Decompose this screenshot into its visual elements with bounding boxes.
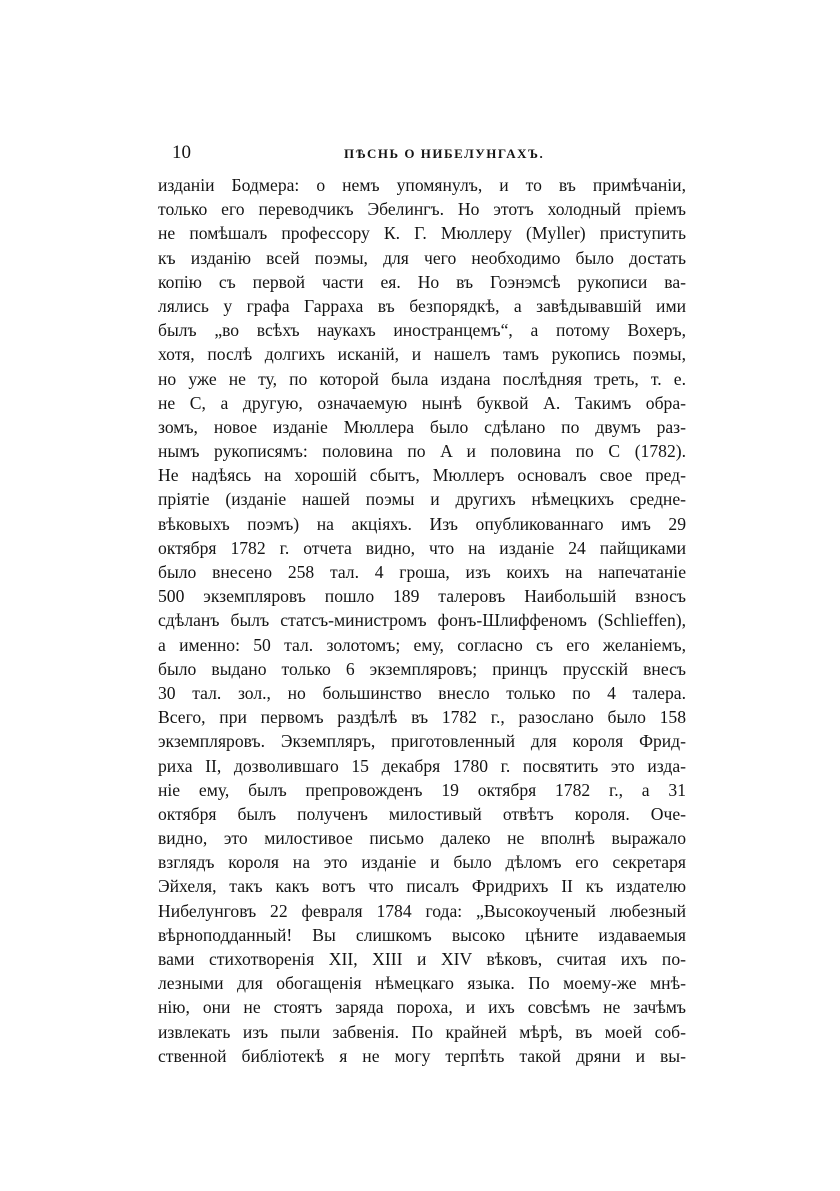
text-line: экземпляровъ. Экземпляръ, приготовленный для короля Фрид-: [158, 731, 686, 752]
text-line: пріятіе (изданіе нашей поэмы и другихъ нѣмецкихъ средне-: [158, 489, 686, 510]
text-line: зомъ, новое изданіе Мюллера было сдѣлано по двумъ раз-: [158, 416, 686, 437]
text-line: хотя, послѣ долгихъ исканій, и нашелъ тамъ рукопись поэмы,: [158, 344, 686, 365]
text-line: Не надѣясь на хорошій сбытъ, Мюллеръ основалъ свое пред-: [158, 465, 686, 486]
text-line: Всего, при первомъ раздѣлѣ въ 1782 г., разослано было 158: [158, 707, 686, 728]
text-line: риха II, дозволившаго 15 декабря 1780 г. посвятить это изда-: [158, 755, 686, 776]
text-line: лялись у графа Гарраха въ безпорядкѣ, а завѣдывавшій ими: [158, 295, 686, 316]
running-title: ПѢСНЬ О НИБЕЛУНГАХЪ.: [344, 146, 545, 161]
text-line: только его переводчикъ Эбелингъ. Но этотъ холодный пріемъ: [158, 199, 686, 220]
text-line: а именно: 50 тал. золотомъ; ему, согласно съ его желаніемъ,: [158, 634, 686, 655]
text-line: нію, они не стоятъ заряда пороха, и ихъ совсѣмъ не зачѣмъ: [158, 997, 686, 1018]
text-line: было выдано только 6 экземпляровъ; принцъ прусскій внесъ: [158, 658, 686, 679]
text-line: Нибелунговъ 22 февраля 1784 года: „Высокоученый любезный: [158, 900, 686, 921]
text-line: сдѣланъ былъ статсъ-министромъ фонъ-Шлиффеномъ (Schlieffen),: [158, 610, 686, 631]
text-line: 500 экземпляровъ пошло 189 талеровъ Наибольшій взносъ: [158, 586, 686, 607]
text-line: ніе ему, былъ препровожденъ 19 октября 1782 г., а 31: [158, 779, 686, 800]
text-line: къ изданію всей поэмы, для чего необходимо было достать: [158, 247, 686, 268]
text-line: 30 тал. зол., но большинство внесло только по 4 талера.: [158, 682, 686, 703]
text-line: было внесено 258 тал. 4 гроша, изъ коихъ на напечатаніе: [158, 562, 686, 582]
text-line: Эйхеля, такъ какъ вотъ что писалъ Фридрихъ II къ издателю: [158, 876, 686, 897]
text-line: лезными для обогащенія нѣмецкаго языка. По моему-же мнѣ-: [158, 973, 686, 994]
text-line: взглядъ короля на это изданіе и было дѣломъ его секретаря: [158, 852, 686, 873]
page-number: 10: [172, 142, 191, 163]
text-line: вами стихотворенія XII, XIII и XIV вѣковъ, считая ихъ по-: [158, 949, 686, 969]
text-line: былъ „во всѣхъ наукахъ иностранцемъ“, а потому Вохеръ,: [158, 320, 686, 341]
text-line: ственной библіотекѣ я не могу терпѣть такой дряни и вы-: [158, 1045, 686, 1066]
text-line: извлекать изъ пыли забвенія. По крайней мѣрѣ, въ моей соб-: [158, 1021, 686, 1042]
text-line: видно, это милостивое письмо далеко не вполнѣ выражало: [158, 828, 686, 849]
body-text: [158, 173, 686, 1068]
text-line: нымъ рукописямъ: половина по A и половина по C (1782).: [158, 441, 686, 462]
text-line: вѣрноподданный! Вы слишкомъ высоко цѣните издаваемыя: [158, 924, 686, 945]
text-line: изданіи Бодмера: о немъ упомянулъ, и то въ примѣчаніи,: [158, 175, 686, 195]
text-line: октября 1782 г. отчета видно, что на изданіе 24 пайщиками: [158, 537, 686, 558]
page-header: [172, 140, 682, 168]
text-line: не помѣшалъ профессору К. Г. Мюллеру (Myller) приступить: [158, 223, 686, 244]
text-line: октября былъ полученъ милостивый отвѣтъ короля. Оче-: [158, 803, 686, 824]
text-line: копію съ первой части ея. Но въ Гоэнэмсѣ рукописи ва-: [158, 271, 686, 292]
text-line: но уже не ту, по которой была издана послѣдняя треть, т. е.: [158, 368, 686, 389]
text-line: вѣковыхъ поэмъ) на акціяхъ. Изъ опубликованнаго имъ 29: [158, 513, 686, 534]
text-line: не С, а другую, означаемую нынѣ буквой А. Такимъ обра-: [158, 392, 686, 413]
